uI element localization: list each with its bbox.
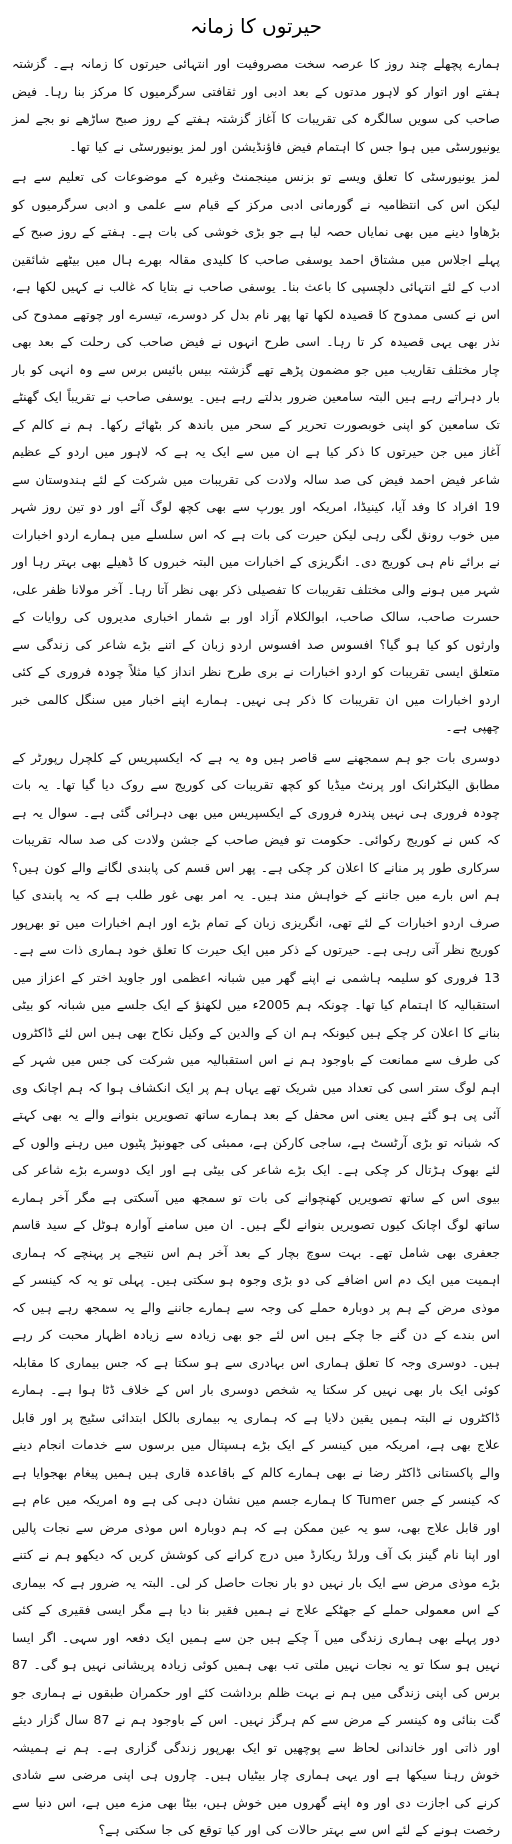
paragraph: لمز یونیورسٹی کا تعلق ویسے تو بزنس مینجمنٹ وغیرہ کے موضوعات کی تعلیم سے ہے لیکن اس کی انتظامیہ نے گورمانی ادبی مرکز کے قیام سے علمی و ادبی سرگرمیوں کو بڑھاوا دینے میں بھی نمایاں حصہ لیا ہے جو بڑی خوشی کی بات ہے۔ ہفتے کے روز صبح کے پہلے اجلاس میں مشتاق احمد یوسفی صاحب کا کلیدی مقالہ بھرے ہال میں بیٹھے شائقین ادب کے لئے انتہائی دلچسپی کا باعث بنا۔ یوسفی صاحب نے بتایا کہ غالب نے کہیں لکھا ہے، اس نے کسی ممدوح کا قصیدہ لکھا تھا پھر نام بدل کر دوسرے، تیسرے اور چوتھے ممدوح کی نذر بھی یہی قصیدہ کر تا رہا۔ اسی طرح انہوں نے فیض صاحب کی رحلت کے بعد بھی چار مختلف تقاریب میں جو مضمون پڑھے تھے گزشتہ بیس بائیس برس سے وہ انہی کو بار بار دہراتے رہے ہیں البتہ سامعین ضرور بدلتے رہے ہیں۔ یوسفی صاحب نے تقریباً ایک گھنٹے تک سامعین کو اپنی خوبصورت تحریر کے سحر میں باندھ کر بٹھائے رکھا۔ ہم نے کالم کے آغاز میں جن حیرتوں کا ذکر کیا ہے ان میں سے ایک یہ ہے کہ لاہور میں اردو کے عظیم شاعر فیض احمد فیض کی صد سالہ ولادت کی تقریبات میں شرکت کے لئے ہندوستان سے 19 افراد کا وفد آیا، کینیڈا، امریکہ اور یورپ سے بھی کچھ لوگ آئے اور دو تین روز شہر میں خوب رونق لگی رہی لیکن حیرت کی بات ہے کہ اس سلسلے میں ہمارے اردو اخبارات نے برائے نام ہی کوریج دی۔ انگریزی کے اخبارات میں البتہ خبروں کا ڈھیلے بھی بہتر رہا اور شہر میں ہونے والی مختلف تقریبات کا تفصیلی ذکر بھی نظر آتا رہا۔ آخر مولانا ظفر علی، حسرت صاحب، سالک صاحب، ابوالکلام آزاد اور بے شمار اخباری مدیروں کی روایات کے وارثوں کو کیا ہو گیا؟ افسوس صد افسوس اردو زبان کے اتنے بڑے شاعر کی زندگی سے متعلق ایسی تقریبات کو اردو اخبارات نے بری طرح نظر انداز کیا مثلاً چودہ فروری کے کئی اردو اخبارات میں ان تقریبات کا ذکر ہی نہیں۔ ہمارے اپنے اخبار میں سنگل کالمی خبر چھپی ہے۔: [12, 169, 500, 734]
paragraph: ہمارے پچھلے چند روز کا عرصہ سخت مصروفیت اور انتہائی حیرتوں کا زمانہ ہے۔ گزشتہ ہفتے اور اتوار کو لاہور مدتوں کے بعد ادبی اور ثقافتی سرگرمیوں کا مرکز بنا رہا۔ فیض صاحب کی سویں سالگرہ کی تقریبات کا آغاز گزشتہ ہفتے کے روز صبح ساڑھے نو بجے لمز یونیورسٹی میں ہوا جس کا اہتمام فیض فاؤنڈیشن اور لمز یونیورسٹی نے کیا تھا۔: [12, 56, 500, 154]
article-body: [12, 50, 500, 1844]
paragraph: دوسری بات جو ہم سمجھنے سے قاصر ہیں وہ یہ ہے کہ ایکسپریس کے کلچرل رپورٹر کے مطابق الیکٹرانک اور پرنٹ میڈیا کو کچھ تقریبات کی کوریج سے روک دیا گیا تھا۔ یہ بات چودہ فروری ہی نہیں پندرہ فروری کے ایکسپریس میں بھی دہرائی گئی ہے۔ سوال یہ ہے کہ کس نے کوریج رکوائی۔ حکومت تو فیض صاحب کے جشن ولادت کی صد سالہ تقریبات سرکاری طور پر منانے کا اعلان کر چکی ہے۔ پھر اس قسم کی پابندی لگانے والے کون ہیں؟ ہم اس بارے میں جاننے کے خواہش مند ہیں۔ یہ امر بھی غور طلب ہے کہ یہ پابندی کیا صرف اردو اخبارات کے لئے تھی، انگریزی زبان کے تمام بڑے اور اہم اخبارات میں تو بھرپور کوریج نظر آتی رہی ہے۔ حیرتوں کے ذکر میں ایک حیرت کا تعلق خود ہماری ذات سے ہے۔ 13 فروری کو سلیمہ ہاشمی نے اپنے گھر میں شبانہ اعظمی اور جاوید اختر کے اعزاز میں استقبالیہ کا اہتمام کیا تھا۔ چونکہ ہم 2005ء میں لکھنؤ کے ایک جلسے میں شبانہ کو بیٹی بنانے کا اعلان کر چکے ہیں کیونکہ ہم ان کے والدین کے وکیل نکاح بھی ہیں اس لئے ڈاکٹروں کی طرف سے ممانعت کے باوجود ہم نے اس استقبالیہ میں شرکت کی جس میں شہر کے اہم لوگ ستر اسی کی تعداد میں شریک تھے یہاں ہم پر ایک انکشاف ہوا کہ ہم اچانک وی آئی پی ہو گئے ہیں یعنی اس محفل کے بعد ہمارے ساتھ تصویریں بنوانے والے یہ بھی کہتے کہ شبانہ تو بڑی آرٹسٹ ہے، ساجی کارکن ہے، ممبئی کی جھونپڑ پٹیوں میں رہنے والوں کے لئے بھوک ہڑتال کر چکی ہے۔ ایک بڑے شاعر کی بیٹی ہے اور ایک دوسرے بڑے شاعر کی بیوی اس کے ساتھ تصویریں کھنچوانے کی بات تو سمجھ میں آسکتی ہے مگر آخر ہمارے ساتھ لوگ اچانک کیوں تصویریں بنوانے لگے ہیں۔ ان میں سامنے آوارہ ہوٹل کے سید قاسم جعفری بھی شامل تھے۔ بہت سوچ بچار کے بعد آخر ہم اس نتیجے پر پہنچے کہ ہماری اہمیت میں ایک دم اس اضافے کی دو بڑی وجوہ ہو سکتی ہیں۔ پہلی تو یہ کہ کینسر کے موذی مرض کے ہم پر دوبارہ حملے کی وجہ سے ہمارے جاننے والے یہ سمجھ رہے ہیں کہ اس بندے کے دن گنے جا چکے ہیں اس لئے جو بھی زیادہ سے زیادہ اظہار محبت کر رہے ہیں۔ دوسری وجہ کا تعلق ہماری اس بہادری سے ہو سکتا ہے کہ جس بیماری کا مقابلہ کوئی ایک بار بھی نہیں کر سکتا یہ شخص دوسری بار اس کے خلاف ڈٹا ہوا ہے۔ ہمارے ڈاکٹروں نے البتہ ہمیں یقین دلایا ہے کہ ہماری یہ بیماری بالکل ابتدائی سٹیج پر اور قابل علاج بھی ہے، امریکہ میں کینسر کے ایک بڑے ہسپتال میں برسوں سے خدمات انجام دینے والے پاکستانی ڈاکٹر رضا نے بھی ہمارے کالم کے باقاعدہ قاری ہیں ہمیں پیغام بھجوایا ہے کہ کینسر کے جس Tumer کا ہمارے جسم میں نشان دہی کی ہے وہ امریکہ میں عام ہے اور قابل علاج بھی، سو یہ عین ممکن ہے کہ ہم دوبارہ اس موذی مرض سے نجات پالیں اور اپنا نام گینز بک آف ورلڈ ریکارڈ میں درج کرانے کی کوشش کریں کہ دیکھو ہم نے کتنے بڑے موذی مرض سے ایک بار نہیں دو بار نجات حاصل کر لی۔ البتہ یہ ضرور ہے کہ بیماری کے اس معمولی حملے کے جھٹکے علاج نے ہمیں فقیر بنا دیا ہے مگر ایسی فقیری کے کئی دور پہلے بھی ہماری زندگی میں آ چکے ہیں جن سے ہمیں ایک دفعہ اور سہی۔ اگر ایسا نہیں ہو سکا تو یہ نجات نہیں ملتی تب بھی ہمیں کوئی زیادہ پریشانی نہیں ہو گی۔ 87 برس کی اپنی زندگی میں ہم نے بہت ظلم برداشت کئے اور حکمران طبقوں نے ہماری جو گت بنائی وہ کینسر کے مرض سے کم ہرگز نہیں۔ اس کے باوجود ہم نے 87 سال گزار دیئے اور ذاتی اور خاندانی لحاظ سے پوچھیں تو ایک بھرپور زندگی گزاری ہے۔ ہم نے ہمیشہ خوش رہنا سیکھا ہے اور یہی ہماری چار بیٹیاں ہیں۔ چاروں ہی اپنی مرضی سے شادی کرنے کی اجازت دی اور وہ اپنے گھروں میں خوش ہیں، بیٹا بھی مزے میں ہے، اس دنیا سے رخصت ہونے کے لئے اس سے بہتر حالات کی اور کیا توقع کی جا سکتی ہے؟: [11, 749, 500, 1837]
article-title: حیرتوں کا زمانہ: [189, 14, 323, 38]
